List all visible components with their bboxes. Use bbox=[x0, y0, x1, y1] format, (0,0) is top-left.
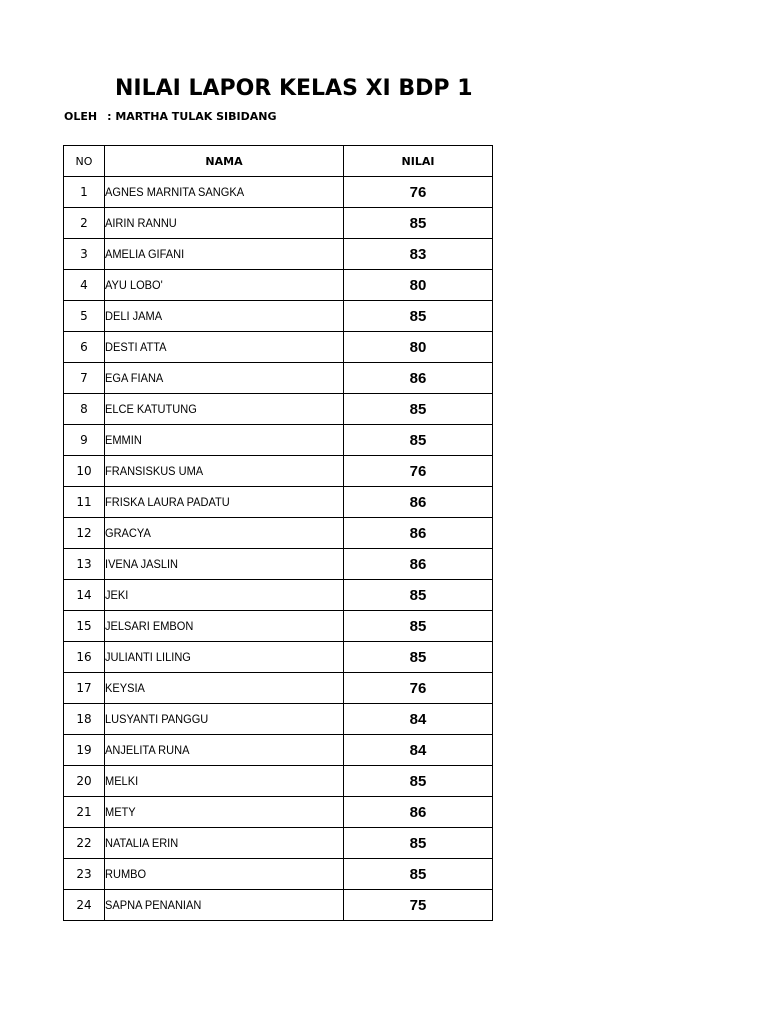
student-name-cell bbox=[105, 704, 344, 735]
table-row bbox=[64, 301, 493, 332]
grade-value: 75 bbox=[344, 890, 493, 921]
table-row bbox=[64, 239, 493, 270]
student-name: SAPNA PENANIAN bbox=[105, 898, 202, 912]
grade-value: 85 bbox=[344, 642, 493, 673]
student-name: LUSYANTI PANGGU bbox=[105, 712, 209, 726]
row-number: 12 bbox=[64, 518, 105, 549]
student-name: AMELIA GIFANI bbox=[105, 247, 185, 261]
author-label: OLEH bbox=[64, 110, 98, 123]
row-number: 10 bbox=[64, 456, 105, 487]
student-name-cell bbox=[105, 363, 344, 394]
grade-value: 80 bbox=[344, 270, 493, 301]
student-name-cell bbox=[105, 425, 344, 456]
student-name: ELCE KATUTUNG bbox=[105, 402, 197, 416]
student-name-cell bbox=[105, 611, 344, 642]
student-name-cell bbox=[105, 673, 344, 704]
grade-value: 85 bbox=[344, 611, 493, 642]
student-name: DESTI ATTA bbox=[105, 340, 167, 354]
student-name-cell bbox=[105, 239, 344, 270]
row-number: 15 bbox=[64, 611, 105, 642]
row-number: 5 bbox=[64, 301, 105, 332]
table-header-row bbox=[64, 146, 493, 177]
table-row bbox=[64, 859, 493, 890]
student-name: GRACYA bbox=[105, 526, 151, 540]
grade-value: 86 bbox=[344, 797, 493, 828]
grade-value: 84 bbox=[344, 704, 493, 735]
table-row bbox=[64, 363, 493, 394]
grade-value: 85 bbox=[344, 301, 493, 332]
row-number: 7 bbox=[64, 363, 105, 394]
table-row bbox=[64, 797, 493, 828]
row-number: 9 bbox=[64, 425, 105, 456]
grade-value: 86 bbox=[344, 487, 493, 518]
row-number: 11 bbox=[64, 487, 105, 518]
student-name-cell bbox=[105, 332, 344, 363]
row-number: 21 bbox=[64, 797, 105, 828]
row-number: 17 bbox=[64, 673, 105, 704]
column-header-value: NILAI bbox=[344, 146, 493, 177]
grade-value: 80 bbox=[344, 332, 493, 363]
student-name: AYU LOBO' bbox=[105, 278, 163, 292]
student-name-cell bbox=[105, 177, 344, 208]
row-number: 24 bbox=[64, 890, 105, 921]
student-name: EMMIN bbox=[105, 433, 142, 447]
table-row bbox=[64, 456, 493, 487]
grade-value: 86 bbox=[344, 518, 493, 549]
row-number: 6 bbox=[64, 332, 105, 363]
author-value: : MARTHA TULAK SIBIDANG bbox=[107, 110, 277, 123]
student-name: FRISKA LAURA PADATU bbox=[105, 495, 230, 509]
student-name-cell bbox=[105, 487, 344, 518]
grade-value: 86 bbox=[344, 549, 493, 580]
table-row bbox=[64, 766, 493, 797]
student-name-cell bbox=[105, 890, 344, 921]
row-number: 3 bbox=[64, 239, 105, 270]
table-row bbox=[64, 518, 493, 549]
student-name: FRANSISKUS UMA bbox=[105, 464, 204, 478]
table-row bbox=[64, 828, 493, 859]
student-name: RUMBO bbox=[105, 867, 147, 881]
table-row bbox=[64, 394, 493, 425]
grade-value: 85 bbox=[344, 580, 493, 611]
student-name: KEYSIA bbox=[105, 681, 145, 695]
student-name-cell bbox=[105, 518, 344, 549]
student-name-cell bbox=[105, 270, 344, 301]
row-number: 2 bbox=[64, 208, 105, 239]
table-row bbox=[64, 704, 493, 735]
row-number: 19 bbox=[64, 735, 105, 766]
student-name-cell bbox=[105, 735, 344, 766]
student-name-cell bbox=[105, 859, 344, 890]
table-row bbox=[64, 487, 493, 518]
grade-value: 85 bbox=[344, 208, 493, 239]
student-name-cell bbox=[105, 301, 344, 332]
grade-value: 76 bbox=[344, 673, 493, 704]
table-row bbox=[64, 611, 493, 642]
grade-value: 84 bbox=[344, 735, 493, 766]
student-name: IVENA JASLIN bbox=[105, 557, 179, 571]
student-name: JEKI bbox=[105, 588, 129, 602]
table-row bbox=[64, 208, 493, 239]
grade-value: 76 bbox=[344, 177, 493, 208]
student-name-cell bbox=[105, 549, 344, 580]
student-name: NATALIA ERIN bbox=[105, 836, 179, 850]
table-row bbox=[64, 735, 493, 766]
grade-value: 85 bbox=[344, 766, 493, 797]
student-name-cell bbox=[105, 456, 344, 487]
table-row bbox=[64, 580, 493, 611]
student-name-cell bbox=[105, 580, 344, 611]
row-number: 13 bbox=[64, 549, 105, 580]
grade-value: 85 bbox=[344, 394, 493, 425]
grade-value: 85 bbox=[344, 859, 493, 890]
table-row bbox=[64, 673, 493, 704]
table-row bbox=[64, 425, 493, 456]
row-number: 1 bbox=[64, 177, 105, 208]
student-name-cell bbox=[105, 828, 344, 859]
student-name-cell bbox=[105, 208, 344, 239]
row-number: 16 bbox=[64, 642, 105, 673]
student-name: AIRIN RANNU bbox=[105, 216, 177, 230]
grades-table bbox=[63, 145, 493, 921]
student-name: ANJELITA RUNA bbox=[105, 743, 190, 757]
student-name-cell bbox=[105, 394, 344, 425]
table-row bbox=[64, 270, 493, 301]
row-number: 18 bbox=[64, 704, 105, 735]
student-name-cell bbox=[105, 766, 344, 797]
table-row bbox=[64, 642, 493, 673]
row-number: 14 bbox=[64, 580, 105, 611]
table-row bbox=[64, 549, 493, 580]
grade-value: 85 bbox=[344, 828, 493, 859]
student-name: DELI JAMA bbox=[105, 309, 163, 323]
author-line bbox=[64, 108, 277, 126]
student-name: METY bbox=[105, 805, 136, 819]
grade-value: 76 bbox=[344, 456, 493, 487]
student-name: JULIANTI LILING bbox=[105, 650, 191, 664]
grade-value: 85 bbox=[344, 425, 493, 456]
row-number: 22 bbox=[64, 828, 105, 859]
table-row bbox=[64, 332, 493, 363]
student-name: AGNES MARNITA SANGKA bbox=[105, 185, 245, 199]
row-number: 23 bbox=[64, 859, 105, 890]
table-row bbox=[64, 890, 493, 921]
column-header-name: NAMA bbox=[105, 146, 344, 177]
row-number: 20 bbox=[64, 766, 105, 797]
student-name: JELSARI EMBON bbox=[105, 619, 194, 633]
student-name-cell bbox=[105, 642, 344, 673]
student-name: EGA FIANA bbox=[105, 371, 164, 385]
student-name: MELKI bbox=[105, 774, 139, 788]
document-title: NILAI LAPOR KELAS XI BDP 1 bbox=[115, 76, 473, 101]
row-number: 8 bbox=[64, 394, 105, 425]
student-name-cell bbox=[105, 797, 344, 828]
table-row bbox=[64, 177, 493, 208]
grade-value: 83 bbox=[344, 239, 493, 270]
column-header-no: NO bbox=[64, 146, 105, 177]
row-number: 4 bbox=[64, 270, 105, 301]
table-body bbox=[64, 177, 493, 921]
grade-value: 86 bbox=[344, 363, 493, 394]
